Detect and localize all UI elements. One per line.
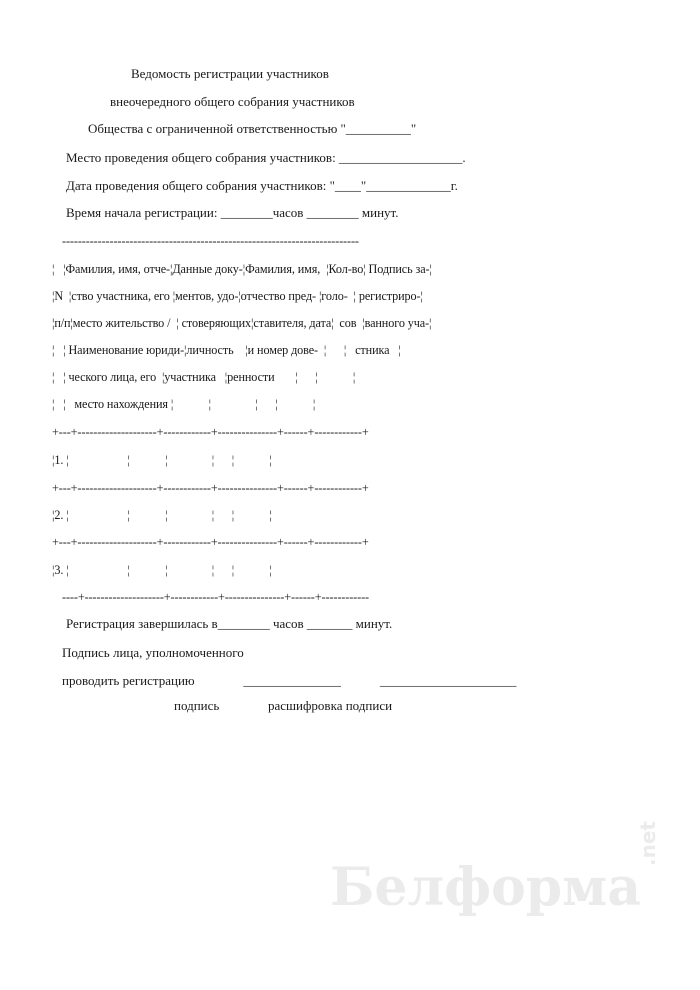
meeting-place-line: Место проведения общего собрания участников: ___________________. (66, 150, 466, 165)
signature-decoding-caption: расшифровка подписи (268, 698, 393, 713)
table-header-row-3: ¦п/п¦место жительство / ¦ стоверяющих¦ставителя, дата¦ сов ¦ванного уча-¦ (52, 316, 432, 330)
table-separator: +---+--------------------+------------+---------------+------+------------+ (52, 425, 369, 439)
table-separator: +---+--------------------+------------+---------------+------+------------+ (52, 535, 369, 549)
table-header-row-2: ¦N ¦ство участника, его ¦ментов, удо-¦отчество пред- ¦голо- ¦ регистриро-¦ (52, 289, 423, 303)
title-line-3: Общества с ограниченной ответственностью "__________" (88, 121, 417, 136)
table-header-row-4: ¦ ¦ Наименование юриди-¦личность ¦и номер дове- ¦ ¦ стника ¦ (52, 343, 401, 357)
table-header-row-5: ¦ ¦ ческого лица, его ¦участника ¦ренности ¦ ¦ ¦ (52, 370, 356, 384)
signer-line-1: Подпись лица, уполномоченного (62, 645, 244, 660)
table-header-row-6: ¦ ¦ место нахождения ¦ ¦ ¦ ¦ ¦ (52, 397, 316, 411)
belforma-watermark-suffix: .net (636, 821, 660, 866)
title-line-2: внеочередного общего собрания участников (110, 94, 355, 109)
signature-caption: подпись (174, 698, 220, 713)
registration-end-line: Регистрация завершилась в________ часов _______ минут. (66, 616, 393, 631)
table-row: ¦2. ¦ ¦ ¦ ¦ ¦ ¦ (52, 508, 272, 522)
belforma-watermark: Белформа (330, 857, 641, 918)
table-separator: +---+--------------------+------------+---------------+------+------------+ (52, 481, 369, 495)
table-top-rule: --------------------------------------------------------------------------- (62, 234, 359, 248)
table-row: ¦3. ¦ ¦ ¦ ¦ ¦ ¦ (52, 563, 272, 577)
registration-start-line: Время начала регистрации: ________часов ________ минут. (66, 205, 399, 220)
signer-line-2: проводить регистрацию _______________ _____________________ (62, 673, 517, 688)
table-bottom-rule: ----+--------------------+------------+---------------+------+------------ (62, 590, 370, 604)
table-header-row-1: ¦ ¦Фамилия, имя, отче-¦Данные доку-¦Фамилия, имя, ¦Кол-во¦ Подпись за-¦ (52, 262, 432, 276)
title-line-1: Ведомость регистрации участников (131, 66, 329, 81)
table-row: ¦1. ¦ ¦ ¦ ¦ ¦ ¦ (52, 453, 272, 467)
meeting-date-line: Дата проведения общего собрания участников: "____"_____________г. (66, 178, 458, 193)
